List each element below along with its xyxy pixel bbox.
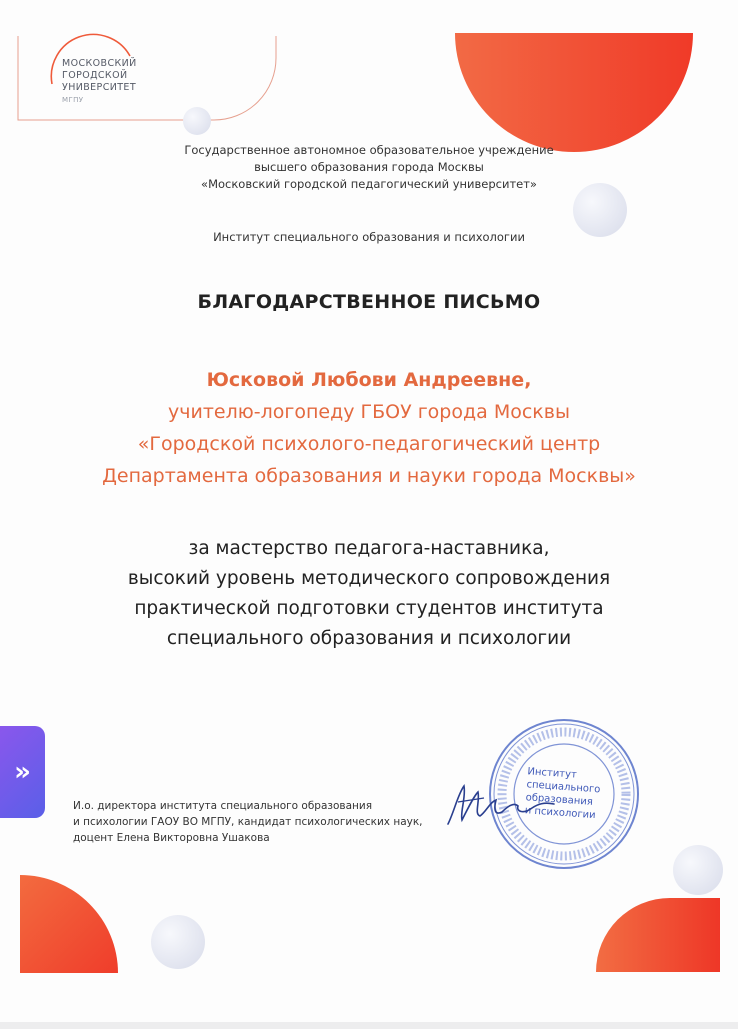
reason-line: высокий уровень методического сопровождения (127, 568, 611, 589)
logo-line: ГОРОДСКОЙ (62, 70, 128, 81)
reason-line: практической подготовки студентов института (134, 598, 604, 619)
document-title: БЛАГОДАРСТВЕННОЕ ПИСЬМО (197, 291, 541, 313)
expand-panel-button[interactable] (0, 726, 45, 818)
signer-line: И.о. директора института специального образования (73, 800, 373, 812)
institute-name: Институт специального образования и психологии (213, 230, 525, 244)
logo-line: МОСКОВСКИЙ (62, 58, 137, 69)
recipient-organization: Департамента образования и науки города Москвы» (102, 465, 636, 487)
logo-line: УНИВЕРСИТЕТ (62, 82, 137, 93)
stamp-line: Институт (527, 766, 578, 781)
award-reason (0, 534, 738, 654)
double-chevron-right-icon: » (14, 757, 31, 787)
recipient-name: Юсковой Любови Андреевне, (206, 369, 532, 391)
header-line: «Московский городской педагогический университет» (201, 177, 537, 191)
stamp-line: специального (526, 779, 601, 796)
bubble-bottom-left (151, 915, 205, 969)
orange-shape-bottom-left (20, 875, 118, 973)
organization-header (0, 142, 738, 193)
header-line: высшего образования города Москвы (254, 160, 484, 174)
logo-line: МГПУ (62, 96, 84, 104)
bubble-logo (183, 107, 211, 135)
reason-line: за мастерство педагога-наставника, (188, 538, 550, 559)
recipient-organization: «Городской психолого-педагогический центр (137, 433, 601, 455)
signer-block (73, 798, 423, 846)
stamp-line: образования (525, 792, 594, 808)
reason-line: специального образования и психологии (166, 628, 572, 649)
university-logo (62, 58, 137, 106)
orange-shape-bottom-right (596, 898, 720, 972)
signer-line: и психологии ГАОУ ВО МГПУ, кандидат психологических наук, (73, 816, 423, 828)
recipient-position: учителю-логопеду ГБОУ города Москвы (168, 401, 570, 423)
logo-arc (18, 36, 276, 120)
signer-line: доцент Елена Викторовна Ушакова (73, 832, 270, 844)
orange-halfcircle-top (455, 33, 693, 152)
bottom-bar (0, 1022, 738, 1029)
stamp-line: и психологии (524, 805, 596, 822)
bubble-bottom-right (673, 845, 723, 895)
header-line: Государственное автономное образовательное учреждение (184, 143, 554, 157)
handwritten-signature (444, 772, 564, 832)
recipient-block (0, 364, 738, 492)
